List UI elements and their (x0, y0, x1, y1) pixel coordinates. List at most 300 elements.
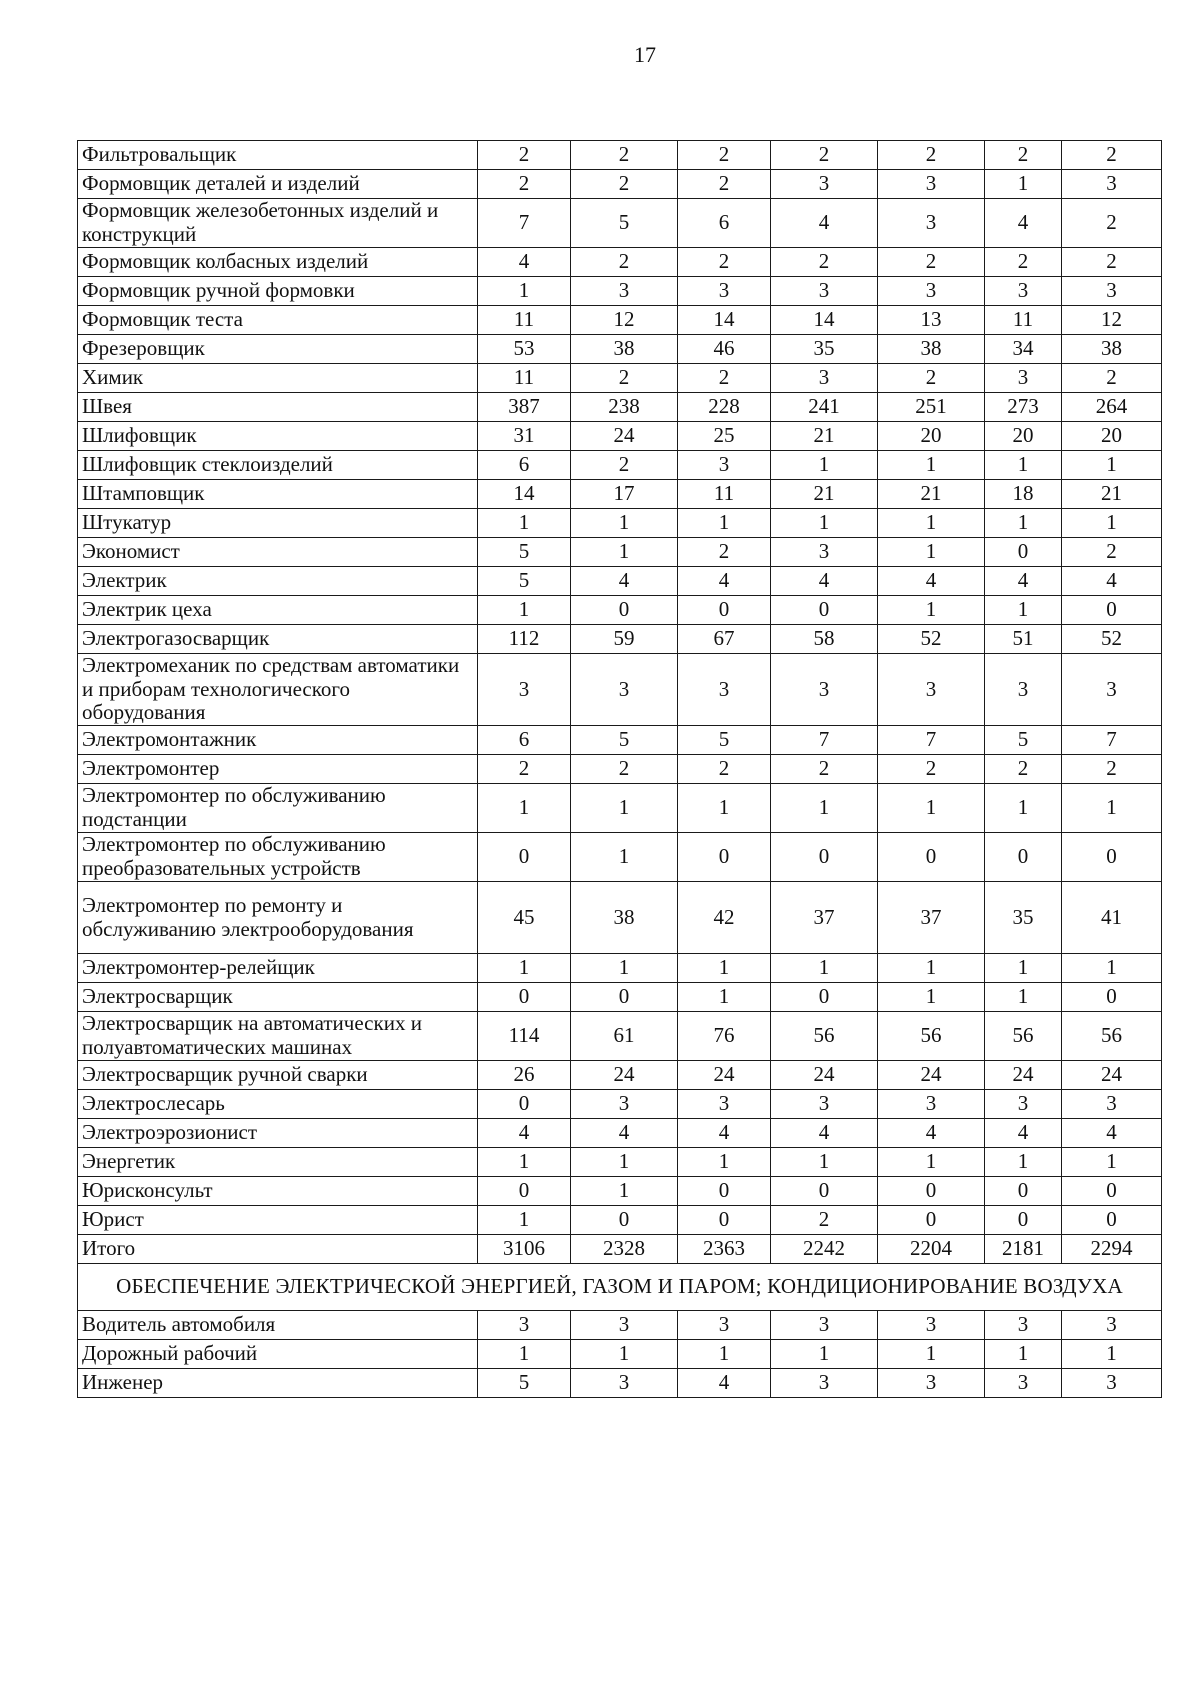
table-row (78, 451, 1162, 480)
table-body (78, 141, 1162, 1398)
value-cell: 4 (1062, 567, 1162, 596)
value-cell: 2 (478, 141, 571, 170)
value-cell: 2294 (1062, 1235, 1162, 1264)
value-cell: 1 (678, 954, 771, 983)
value-cell: 0 (771, 983, 878, 1012)
value-cell: 2 (878, 141, 985, 170)
table-row (78, 1012, 1162, 1061)
value-cell: 2 (571, 141, 678, 170)
value-cell: 4 (771, 1119, 878, 1148)
occupation-name: Электрик (78, 567, 478, 596)
value-cell: 1 (678, 784, 771, 833)
occupation-name: Инженер (78, 1369, 478, 1398)
value-cell: 1 (478, 1148, 571, 1177)
value-cell: 51 (985, 625, 1062, 654)
value-cell: 2 (1062, 141, 1162, 170)
value-cell: 2 (478, 170, 571, 199)
value-cell: 1 (985, 1148, 1062, 1177)
value-cell: 24 (1062, 1061, 1162, 1090)
value-cell: 17 (571, 480, 678, 509)
value-cell: 31 (478, 422, 571, 451)
value-cell: 1 (771, 509, 878, 538)
occupation-name: Шлифовщик (78, 422, 478, 451)
value-cell: 24 (985, 1061, 1062, 1090)
occupation-name: Дорожный рабочий (78, 1340, 478, 1369)
value-cell: 4 (985, 199, 1062, 248)
value-cell: 1 (678, 509, 771, 538)
value-cell: 1 (478, 1206, 571, 1235)
value-cell: 38 (878, 335, 985, 364)
occupation-name: Штукатур (78, 509, 478, 538)
value-cell: 12 (1062, 306, 1162, 335)
occupation-name: Юрист (78, 1206, 478, 1235)
value-cell: 1 (478, 784, 571, 833)
value-cell: 1 (1062, 784, 1162, 833)
value-cell: 56 (771, 1012, 878, 1061)
value-cell: 24 (771, 1061, 878, 1090)
occupation-name: Фрезеровщик (78, 335, 478, 364)
value-cell: 1 (878, 538, 985, 567)
value-cell: 2 (678, 538, 771, 567)
value-cell: 3 (878, 277, 985, 306)
value-cell: 3 (478, 1311, 571, 1340)
value-cell: 2 (771, 1206, 878, 1235)
occupation-name: Формовщик железобетонных изделий и конструкций (78, 199, 478, 248)
table-row (78, 596, 1162, 625)
value-cell: 38 (571, 335, 678, 364)
value-cell: 41 (1062, 882, 1162, 954)
value-cell: 4 (478, 1119, 571, 1148)
value-cell: 4 (878, 1119, 985, 1148)
value-cell: 1 (878, 1340, 985, 1369)
value-cell: 6 (478, 726, 571, 755)
value-cell: 112 (478, 625, 571, 654)
value-cell: 34 (985, 335, 1062, 364)
value-cell: 21 (771, 422, 878, 451)
value-cell: 1 (571, 509, 678, 538)
value-cell: 0 (878, 833, 985, 882)
table-row (78, 625, 1162, 654)
occupation-name: Химик (78, 364, 478, 393)
value-cell: 3 (771, 654, 878, 726)
value-cell: 5 (985, 726, 1062, 755)
value-cell: 56 (1062, 1012, 1162, 1061)
value-cell: 1 (1062, 1340, 1162, 1369)
value-cell: 3 (878, 654, 985, 726)
value-cell: 11 (985, 306, 1062, 335)
table-row (78, 170, 1162, 199)
value-cell: 20 (1062, 422, 1162, 451)
table-row (78, 364, 1162, 393)
value-cell: 1 (478, 596, 571, 625)
value-cell: 3 (771, 1311, 878, 1340)
occupation-name: Электромонтажник (78, 726, 478, 755)
occupation-name: Электромонтер-релейщик (78, 954, 478, 983)
value-cell: 4 (678, 1119, 771, 1148)
value-cell: 1 (678, 983, 771, 1012)
value-cell: 241 (771, 393, 878, 422)
value-cell: 1 (678, 1340, 771, 1369)
value-cell: 0 (678, 1177, 771, 1206)
value-cell: 1 (985, 596, 1062, 625)
value-cell: 1 (985, 451, 1062, 480)
value-cell: 0 (1062, 833, 1162, 882)
value-cell: 0 (571, 596, 678, 625)
value-cell: 21 (771, 480, 878, 509)
value-cell: 11 (678, 480, 771, 509)
occupation-name: Электроэрозионист (78, 1119, 478, 1148)
table-row (78, 1369, 1162, 1398)
value-cell: 2 (1062, 248, 1162, 277)
value-cell: 24 (571, 422, 678, 451)
occupation-name: Фильтровальщик (78, 141, 478, 170)
value-cell: 20 (985, 422, 1062, 451)
value-cell: 3 (571, 654, 678, 726)
value-cell: 38 (1062, 335, 1162, 364)
value-cell: 2 (985, 755, 1062, 784)
value-cell: 24 (678, 1061, 771, 1090)
table-row (78, 1090, 1162, 1119)
value-cell: 4 (478, 248, 571, 277)
value-cell: 2 (678, 141, 771, 170)
value-cell: 21 (1062, 480, 1162, 509)
value-cell: 0 (985, 538, 1062, 567)
occupation-name: Штамповщик (78, 480, 478, 509)
value-cell: 45 (478, 882, 571, 954)
value-cell: 1 (571, 784, 678, 833)
occupation-name: Электросварщик ручной сварки (78, 1061, 478, 1090)
value-cell: 2 (571, 451, 678, 480)
occupation-name: Электрогазосварщик (78, 625, 478, 654)
value-cell: 56 (878, 1012, 985, 1061)
value-cell: 2 (571, 248, 678, 277)
value-cell: 1 (771, 451, 878, 480)
value-cell: 56 (985, 1012, 1062, 1061)
table-row (78, 1148, 1162, 1177)
value-cell: 0 (478, 983, 571, 1012)
value-cell: 38 (571, 882, 678, 954)
table-row (78, 422, 1162, 451)
table-row (78, 833, 1162, 882)
value-cell: 3 (678, 277, 771, 306)
value-cell: 2 (678, 248, 771, 277)
value-cell: 4 (1062, 1119, 1162, 1148)
value-cell: 0 (878, 1177, 985, 1206)
value-cell: 1 (1062, 509, 1162, 538)
value-cell: 3 (985, 1311, 1062, 1340)
value-cell: 5 (571, 726, 678, 755)
value-cell: 1 (878, 451, 985, 480)
value-cell: 2 (771, 755, 878, 784)
value-cell: 1 (478, 1340, 571, 1369)
value-cell: 2 (1062, 755, 1162, 784)
value-cell: 0 (571, 1206, 678, 1235)
value-cell: 76 (678, 1012, 771, 1061)
value-cell: 2 (985, 141, 1062, 170)
table-row (78, 538, 1162, 567)
value-cell: 1 (1062, 954, 1162, 983)
value-cell: 1 (878, 1148, 985, 1177)
value-cell: 1 (478, 954, 571, 983)
value-cell: 2 (678, 170, 771, 199)
value-cell: 6 (478, 451, 571, 480)
occupation-table (77, 140, 1162, 1398)
value-cell: 0 (1062, 1206, 1162, 1235)
value-cell: 2328 (571, 1235, 678, 1264)
value-cell: 0 (771, 1177, 878, 1206)
table-row (78, 393, 1162, 422)
value-cell: 61 (571, 1012, 678, 1061)
occupation-name: Электромонтер по обслуживанию подстанции (78, 784, 478, 833)
occupation-name: Формовщик деталей и изделий (78, 170, 478, 199)
table-row (78, 335, 1162, 364)
value-cell: 3 (571, 1090, 678, 1119)
value-cell: 1 (571, 1340, 678, 1369)
value-cell: 7 (478, 199, 571, 248)
value-cell: 3 (985, 1369, 1062, 1398)
occupation-name: Электрик цеха (78, 596, 478, 625)
value-cell: 1 (1062, 451, 1162, 480)
value-cell: 3 (1062, 277, 1162, 306)
value-cell: 1 (571, 833, 678, 882)
value-cell: 42 (678, 882, 771, 954)
value-cell: 264 (1062, 393, 1162, 422)
value-cell: 1 (878, 784, 985, 833)
value-cell: 0 (985, 833, 1062, 882)
value-cell: 12 (571, 306, 678, 335)
value-cell: 3 (878, 170, 985, 199)
value-cell: 24 (878, 1061, 985, 1090)
value-cell: 0 (478, 1177, 571, 1206)
occupation-name: Электромонтер по обслуживанию преобразовательных устройств (78, 833, 478, 882)
value-cell: 0 (678, 1206, 771, 1235)
value-cell: 0 (985, 1177, 1062, 1206)
value-cell: 2 (571, 364, 678, 393)
value-cell: 1 (771, 1148, 878, 1177)
value-cell: 14 (478, 480, 571, 509)
value-cell: 3 (771, 170, 878, 199)
value-cell: 2181 (985, 1235, 1062, 1264)
table-row (78, 1311, 1162, 1340)
section-title: ОБЕСПЕЧЕНИЕ ЭЛЕКТРИЧЕСКОЙ ЭНЕРГИЕЙ, ГАЗОМ И ПАРОМ; КОНДИЦИОНИРОВАНИЕ ВОЗДУХА (78, 1264, 1162, 1311)
value-cell: 14 (771, 306, 878, 335)
value-cell: 5 (478, 1369, 571, 1398)
value-cell: 228 (678, 393, 771, 422)
value-cell: 2 (1062, 538, 1162, 567)
occupation-name: Швея (78, 393, 478, 422)
table-row (78, 141, 1162, 170)
value-cell: 2 (571, 170, 678, 199)
value-cell: 3 (478, 654, 571, 726)
value-cell: 3 (1062, 170, 1162, 199)
value-cell: 35 (771, 335, 878, 364)
value-cell: 6 (678, 199, 771, 248)
value-cell: 273 (985, 393, 1062, 422)
occupation-name: Энергетик (78, 1148, 478, 1177)
occupation-name: Формовщик ручной формовки (78, 277, 478, 306)
value-cell: 1 (571, 1177, 678, 1206)
value-cell: 3 (678, 1090, 771, 1119)
value-cell: 3 (1062, 1090, 1162, 1119)
value-cell: 114 (478, 1012, 571, 1061)
value-cell: 4 (678, 1369, 771, 1398)
value-cell: 37 (771, 882, 878, 954)
value-cell: 4 (985, 1119, 1062, 1148)
occupation-name: Электромонтер (78, 755, 478, 784)
value-cell: 3 (678, 1311, 771, 1340)
table-row (78, 567, 1162, 596)
value-cell: 2 (678, 755, 771, 784)
value-cell: 1 (985, 509, 1062, 538)
value-cell: 3 (1062, 1369, 1162, 1398)
value-cell: 4 (985, 567, 1062, 596)
table-row (78, 199, 1162, 248)
table-row (78, 983, 1162, 1012)
value-cell: 2 (771, 248, 878, 277)
table-row (78, 726, 1162, 755)
value-cell: 58 (771, 625, 878, 654)
value-cell: 3106 (478, 1235, 571, 1264)
value-cell: 2242 (771, 1235, 878, 1264)
value-cell: 1 (571, 954, 678, 983)
value-cell: 59 (571, 625, 678, 654)
occupation-name: Водитель автомобиля (78, 1311, 478, 1340)
value-cell: 1 (678, 1148, 771, 1177)
value-cell: 11 (478, 306, 571, 335)
section-header-row (78, 1264, 1162, 1311)
value-cell: 0 (678, 833, 771, 882)
value-cell: 4 (878, 567, 985, 596)
occupation-name: Экономист (78, 538, 478, 567)
value-cell: 46 (678, 335, 771, 364)
value-cell: 2 (1062, 364, 1162, 393)
occupation-name: Формовщик колбасных изделий (78, 248, 478, 277)
value-cell: 3 (771, 538, 878, 567)
value-cell: 3 (878, 1369, 985, 1398)
value-cell: 0 (678, 596, 771, 625)
value-cell: 20 (878, 422, 985, 451)
value-cell: 3 (571, 277, 678, 306)
table-row (78, 1177, 1162, 1206)
value-cell: 3 (878, 199, 985, 248)
value-cell: 0 (1062, 1177, 1162, 1206)
value-cell: 52 (1062, 625, 1162, 654)
value-cell: 25 (678, 422, 771, 451)
occupation-name: Электросварщик на автоматических и полуавтоматических машинах (78, 1012, 478, 1061)
value-cell: 2 (478, 755, 571, 784)
value-cell: 5 (478, 538, 571, 567)
value-cell: 387 (478, 393, 571, 422)
total-row (78, 1235, 1162, 1264)
table-row (78, 1340, 1162, 1369)
value-cell: 24 (571, 1061, 678, 1090)
table-row (78, 755, 1162, 784)
value-cell: 67 (678, 625, 771, 654)
value-cell: 11 (478, 364, 571, 393)
value-cell: 35 (985, 882, 1062, 954)
value-cell: 1 (878, 596, 985, 625)
occupation-name: Электрослесарь (78, 1090, 478, 1119)
table-row (78, 248, 1162, 277)
value-cell: 3 (571, 1369, 678, 1398)
value-cell: 3 (678, 654, 771, 726)
table-row (78, 784, 1162, 833)
table-row (78, 480, 1162, 509)
value-cell: 4 (771, 199, 878, 248)
value-cell: 3 (771, 364, 878, 393)
occupation-name: Шлифовщик стеклоизделий (78, 451, 478, 480)
value-cell: 3 (771, 1090, 878, 1119)
value-cell: 0 (1062, 596, 1162, 625)
value-cell: 3 (985, 1090, 1062, 1119)
value-cell: 1 (985, 784, 1062, 833)
value-cell: 2 (878, 248, 985, 277)
value-cell: 1 (878, 954, 985, 983)
value-cell: 1 (771, 1340, 878, 1369)
value-cell: 0 (878, 1206, 985, 1235)
occupation-name: Электромонтер по ремонту и обслуживанию электрооборудования (78, 882, 478, 954)
value-cell: 3 (771, 277, 878, 306)
value-cell: 52 (878, 625, 985, 654)
value-cell: 7 (771, 726, 878, 755)
value-cell: 2 (878, 755, 985, 784)
value-cell: 4 (571, 1119, 678, 1148)
occupation-name: Электросварщик (78, 983, 478, 1012)
value-cell: 1 (878, 509, 985, 538)
page-number: 17 (634, 42, 656, 67)
value-cell: 3 (985, 277, 1062, 306)
value-cell: 1 (878, 983, 985, 1012)
value-cell: 3 (571, 1311, 678, 1340)
value-cell: 7 (878, 726, 985, 755)
value-cell: 1 (985, 1340, 1062, 1369)
value-cell: 7 (1062, 726, 1162, 755)
table-row (78, 509, 1162, 538)
value-cell: 18 (985, 480, 1062, 509)
table-row (78, 1119, 1162, 1148)
value-cell: 5 (678, 726, 771, 755)
value-cell: 1 (478, 277, 571, 306)
value-cell: 0 (478, 1090, 571, 1119)
value-cell: 5 (478, 567, 571, 596)
occupation-name: Электромеханик по средствам автоматики и приборам технологического оборудования (78, 654, 478, 726)
occupation-name: Юрисконсульт (78, 1177, 478, 1206)
value-cell: 238 (571, 393, 678, 422)
value-cell: 3 (771, 1369, 878, 1398)
value-cell: 3 (878, 1090, 985, 1119)
value-cell: 4 (771, 567, 878, 596)
value-cell: 2363 (678, 1235, 771, 1264)
value-cell: 0 (771, 596, 878, 625)
value-cell: 0 (1062, 983, 1162, 1012)
value-cell: 0 (985, 1206, 1062, 1235)
table-row (78, 277, 1162, 306)
value-cell: 2204 (878, 1235, 985, 1264)
value-cell: 3 (985, 654, 1062, 726)
value-cell: 1 (985, 954, 1062, 983)
value-cell: 1 (985, 983, 1062, 1012)
value-cell: 53 (478, 335, 571, 364)
value-cell: 251 (878, 393, 985, 422)
value-cell: 1 (771, 784, 878, 833)
table-row (78, 954, 1162, 983)
occupation-name: Формовщик теста (78, 306, 478, 335)
value-cell: 0 (478, 833, 571, 882)
table-row (78, 1061, 1162, 1090)
value-cell: 2 (571, 755, 678, 784)
value-cell: 21 (878, 480, 985, 509)
value-cell: 1 (771, 954, 878, 983)
